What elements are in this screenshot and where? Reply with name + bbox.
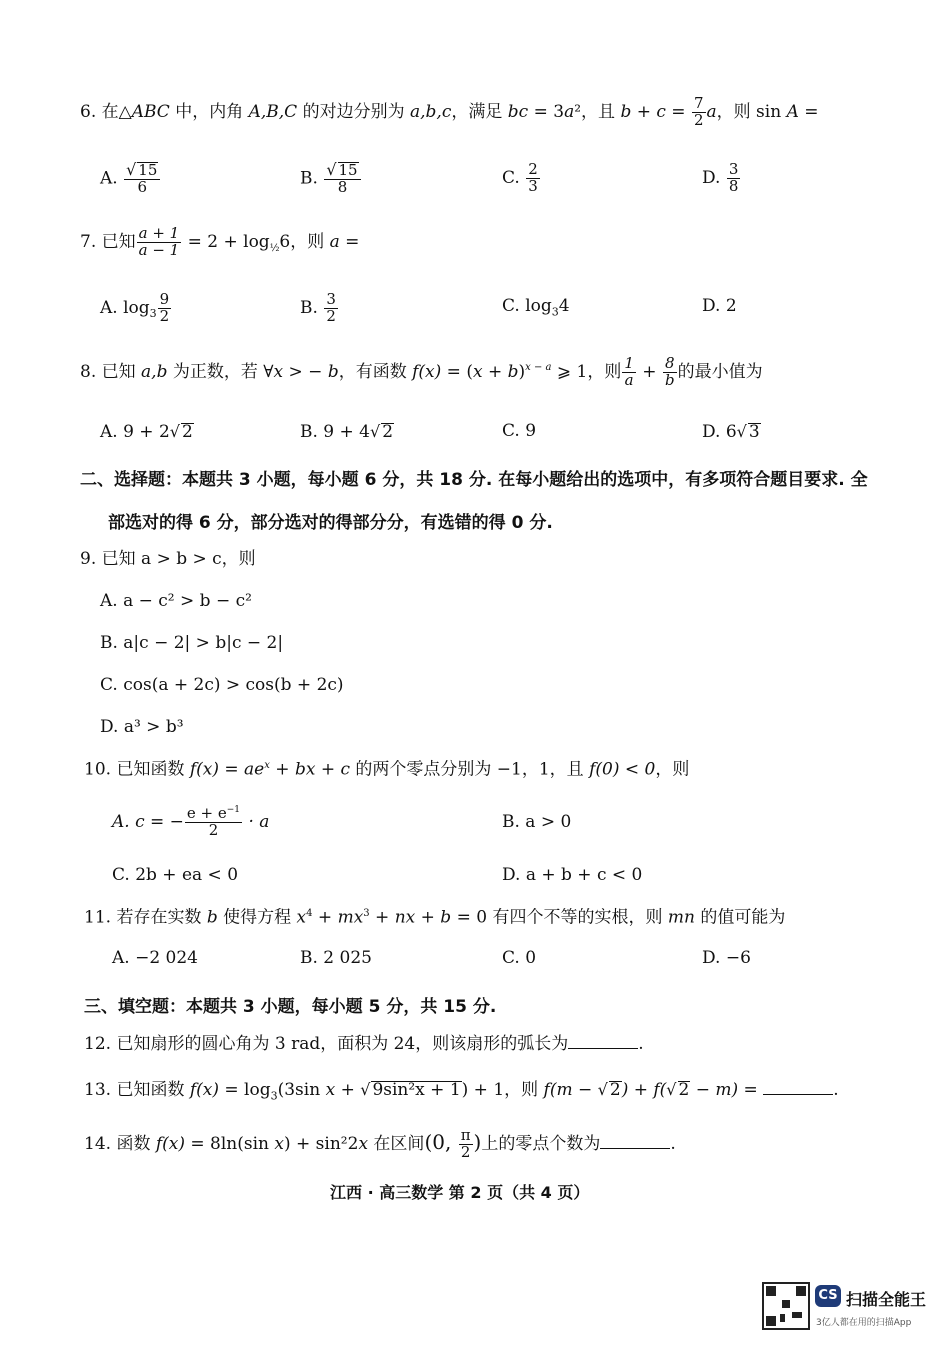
q11-stem: 11. 若存在实数 b 使得方程 $x^4 + mx^3$ + nx + b = 0 有四个不等的实根，则 mn 的值可能为 xyxy=(84,907,786,928)
page-footer: 江西 · 高三数学 第 2 页（共 4 页） xyxy=(330,1183,590,1202)
q7-stem: 7. 已知 $\frac{a + 1}{a - 1}$ = $2 + \log_{\frac{1}{2}}6$，则 a = xyxy=(80,224,360,259)
q7-option-d: D. 2 xyxy=(702,296,737,316)
answer-blank[interactable] xyxy=(568,1034,638,1049)
q9-stem: 9. 已知 a > b > c，则 xyxy=(80,549,256,569)
q13-stem: 13. 已知函数 $f(x) = \log_3(3\sin$ x + √ 9sin²x + 1) + 1，则 f(m − √ 2) + f(√ 2 − m) = . xyxy=(84,1080,839,1103)
answer-blank[interactable] xyxy=(600,1134,670,1149)
section-3-heading: 三、填空题：本题共 3 小题，每小题 5 分，共 15 分. xyxy=(84,997,497,1017)
q9-option-d: D. a³ > b³ xyxy=(100,717,184,737)
q10-option-d: D. a + b + c < 0 xyxy=(502,865,643,885)
q9-option-c: C. cos(a + 2c) > cos(b + 2c) xyxy=(100,675,344,695)
q8-option-c: C. 9 xyxy=(502,421,537,441)
answer-blank[interactable] xyxy=(763,1080,833,1095)
q12-stem: 12. 已知扇形的圆心角为 3 rad，面积为 24，则该扇形的弧长为 . xyxy=(84,1034,644,1054)
q10-option-a: A. c = − $\frac{e + e^{-1}}{2}$ · a xyxy=(112,804,270,839)
camscanner-logo: CS xyxy=(815,1285,841,1307)
q8-stem: 8. 已知 a,b 为正数，若 ∀x > − b，有函数 $f(x) = (x + b)^{x - a}$ ⩾ 1，则 $\frac{1}{a}$ + $\frac{8}{b}$ 的最小值为 xyxy=(80,354,763,389)
q6-option-b: B. $\frac{√ 15}{8}$ xyxy=(300,162,362,196)
q11-option-c: C. 0 xyxy=(502,948,537,968)
q11-option-a: A. −2 024 xyxy=(112,948,198,968)
q8-option-b: B. 9 + 4√ 2 xyxy=(300,422,394,442)
q7-option-a: A. $\log_3$ $\frac{9}{2}$ xyxy=(100,290,170,325)
q10-stem: 10. 已知函数 $f(x) = ae^x$ + bx + c 的两个零点分别为 −1，1，且 f(0) < 0，则 xyxy=(84,759,690,780)
q10-option-b: B. a > 0 xyxy=(502,812,572,832)
q7-option-b: B. $\frac{3}{2}$ xyxy=(300,290,336,325)
q11-option-b: B. 2 025 xyxy=(300,948,372,968)
section-2-heading: 二、选择题：本题共 3 小题，每小题 6 分，共 18 分. 在每小题给出的选项中，有多项符合题目要求. 全 xyxy=(80,470,868,490)
q8-option-a: A. 9 + 2√ 2 xyxy=(100,422,193,442)
q9-option-a: A. a − c² > b − c² xyxy=(100,591,252,611)
q6-stem: 6. 在△ABC 中，内角 A,B,C 的对边分别为 a,b,c，满足 bc = 3a²，且 b + c = $\frac{7}{2}$ a，则 sin A = xyxy=(80,94,819,129)
q8-option-d: D. 6√ 3 xyxy=(702,422,760,442)
fraction: $\frac{7}{2}$ xyxy=(693,94,704,129)
camscanner-tagline: 3亿人都在用的扫描App xyxy=(816,1318,912,1328)
q6-option-d: D. $\frac{3}{8}$ xyxy=(702,160,739,195)
q11-option-d: D. −6 xyxy=(702,948,751,968)
camscanner-name: 扫描全能王 xyxy=(846,1290,927,1309)
q14-stem: 14. 函数 f(x) = 8ln(sin x) + sin²2x 在区间(0, $\frac{\pi}{2}$ )上的零点个数为 . xyxy=(84,1126,676,1161)
q10-option-c: C. 2b + ea < 0 xyxy=(112,865,239,885)
qr-code-icon xyxy=(762,1282,810,1330)
q9-option-b: B. a|c − 2| > b|c − 2| xyxy=(100,633,284,653)
section-2-heading-cont: 部选对的得 6 分，部分选对的得部分分，有选错的得 0 分. xyxy=(108,513,553,533)
q7-option-c: C. $\log_34$ xyxy=(502,296,570,319)
q6-option-a: A. $\frac{√ 15}{6}$ xyxy=(100,162,161,196)
q6-option-c: C. $\frac{2}{3}$ xyxy=(502,160,538,195)
